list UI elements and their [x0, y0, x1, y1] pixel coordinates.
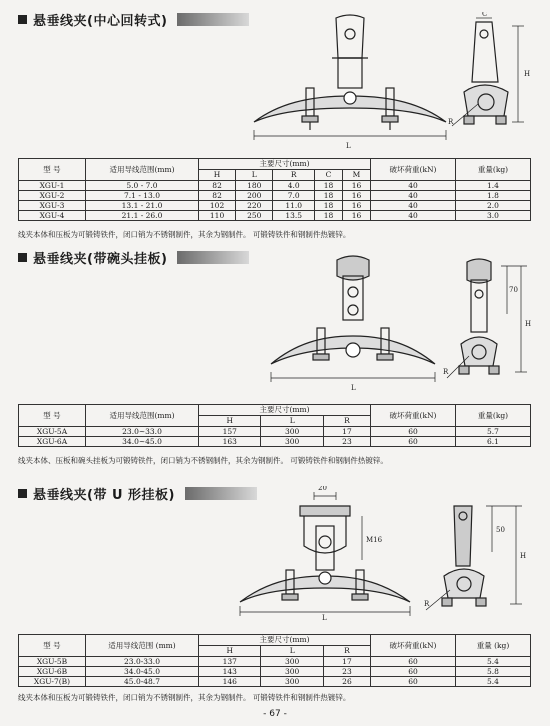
cell-r: 7.0 — [273, 191, 315, 201]
table-row — [19, 211, 531, 221]
dim-label-r: R — [448, 118, 454, 126]
cell-l: 300 — [261, 677, 323, 687]
cell-r: 13.5 — [273, 211, 315, 221]
cell-range: 23.0~33.0 — [86, 427, 199, 437]
cell-range: 7.1 - 13.0 — [86, 191, 199, 201]
cell-model: XGU-1 — [19, 181, 86, 191]
cell-load: 40 — [371, 201, 456, 211]
section-2-drawing — [255, 252, 540, 400]
cell-h: 163 — [199, 437, 261, 447]
col-weight: 重量(kg) — [456, 159, 531, 181]
col-range: 适用导线范围 (mm) — [86, 635, 199, 657]
cell-l: 250 — [236, 211, 273, 221]
col-load: 破坏荷重(kN) — [371, 159, 456, 181]
dim-label-l: L — [351, 384, 356, 392]
cell-model: XGU-5B — [19, 657, 86, 667]
cell-c: 18 — [315, 201, 343, 211]
cell-model: XGU-6A — [19, 437, 86, 447]
page-number: - 67 - — [263, 709, 287, 719]
section-3-title: 悬垂线夹(带 U 形挂板) — [33, 487, 175, 503]
col-dims: 主要尺寸(mm) — [199, 159, 371, 170]
dim-head: H — [199, 416, 261, 427]
cell-l: 220 — [236, 201, 273, 211]
cell-r: 26 — [323, 677, 370, 687]
cell-weight: 1.8 — [456, 191, 531, 201]
cell-model: XGU-7(B) — [19, 677, 86, 687]
cell-load: 60 — [371, 427, 456, 437]
cell-m: 16 — [343, 191, 371, 201]
cell-m: 16 — [343, 211, 371, 221]
dim-label-l: L — [346, 142, 351, 150]
dim-head: R — [323, 646, 370, 657]
cell-h: 143 — [199, 667, 261, 677]
cell-r: 23 — [323, 667, 370, 677]
cell-l: 200 — [236, 191, 273, 201]
cell-weight: 1.4 — [456, 181, 531, 191]
cell-c: 18 — [315, 181, 343, 191]
cell-range: 34.0-45.0 — [86, 667, 199, 677]
cell-range: 21.1 - 26.0 — [86, 211, 199, 221]
section-1-header — [18, 10, 249, 28]
cell-range: 23.0-33.0 — [86, 657, 199, 667]
cell-load: 40 — [371, 211, 456, 221]
section-3-drawing — [230, 486, 540, 622]
section-3-header — [18, 484, 257, 502]
section-2-note: 线夹本体、压板和碗头挂板为可锻铸铁件，闭口销为不锈钢制件，其余为钢制件。 可锻铸铁件和钢制件热镀锌。 — [18, 456, 388, 465]
dim-head: C — [315, 170, 343, 181]
cell-c: 18 — [315, 211, 343, 221]
cell-load: 60 — [371, 657, 456, 667]
cell-l: 300 — [261, 427, 323, 437]
cell-model: XGU-3 — [19, 201, 86, 211]
dim-head: L — [261, 646, 323, 657]
cell-h: 157 — [199, 427, 261, 437]
col-model: 型 号 — [19, 159, 86, 181]
cell-load: 60 — [371, 667, 456, 677]
table-row — [19, 667, 531, 677]
cell-h: 137 — [199, 657, 261, 667]
col-load: 破坏荷重(kN) — [371, 405, 456, 427]
cell-l: 300 — [261, 667, 323, 677]
col-model: 型 号 — [19, 635, 86, 657]
dim-label-h: H — [525, 320, 532, 328]
dim-label-h: H — [520, 552, 527, 560]
dim-label-20: 20 — [318, 486, 327, 492]
dim-label-c: C — [482, 12, 488, 18]
cell-weight: 3.0 — [456, 211, 531, 221]
table-row — [19, 657, 531, 667]
cell-r: 17 — [323, 427, 370, 437]
dim-head: R — [273, 170, 315, 181]
cell-range: 13.1 - 21.0 — [86, 201, 199, 211]
section-marker-icon — [18, 253, 27, 262]
dim-head: H — [199, 646, 261, 657]
table-row — [19, 677, 531, 687]
title-bar — [177, 251, 249, 264]
cell-weight: 5.8 — [456, 667, 531, 677]
cell-weight: 6.1 — [456, 437, 531, 447]
cell-load: 60 — [371, 677, 456, 687]
cell-h: 110 — [199, 211, 236, 221]
table-row — [19, 181, 531, 191]
cell-model: XGU-4 — [19, 211, 86, 221]
section-1-title: 悬垂线夹(中心回转式) — [33, 13, 168, 29]
spec-table-2 — [18, 404, 531, 447]
col-model: 型 号 — [19, 405, 86, 427]
cell-model: XGU-5A — [19, 427, 86, 437]
col-dims: 主要尺寸(mm) — [199, 405, 371, 416]
cell-l: 300 — [261, 437, 323, 447]
dim-label-l: L — [322, 614, 327, 622]
cell-weight: 2.0 — [456, 201, 531, 211]
cell-h: 82 — [199, 191, 236, 201]
dim-head: R — [323, 416, 370, 427]
section-2-header — [18, 248, 249, 266]
dim-label-m16: M16 — [366, 536, 383, 544]
col-weight: 重量(kg) — [456, 405, 531, 427]
dim-label-h: H — [524, 70, 531, 78]
section-marker-icon — [18, 489, 27, 498]
dim-head: M — [343, 170, 371, 181]
cell-model: XGU-6B — [19, 667, 86, 677]
col-dims: 主要尺寸(mm) — [199, 635, 371, 646]
cell-r: 4.0 — [273, 181, 315, 191]
cell-h: 82 — [199, 181, 236, 191]
cell-load: 40 — [371, 181, 456, 191]
dim-label-50: 50 — [496, 526, 505, 534]
cell-load: 40 — [371, 191, 456, 201]
cell-l: 300 — [261, 657, 323, 667]
cell-weight: 5.7 — [456, 427, 531, 437]
dim-head: L — [261, 416, 323, 427]
dim-label-r: R — [443, 368, 449, 376]
table-row — [19, 437, 531, 447]
section-1-drawing — [228, 12, 538, 152]
section-marker-icon — [18, 15, 27, 24]
section-1-note: 线夹本体和压板为可锻铸铁件，闭口销为不锈钢制件，其余为钢制件。 可锻铸铁件和钢制件热镀锌。 — [18, 230, 351, 239]
spec-table-3 — [18, 634, 531, 687]
cell-l: 180 — [236, 181, 273, 191]
cell-r: 23 — [323, 437, 370, 447]
col-range: 适用导线范围(mm) — [86, 159, 199, 181]
cell-m: 16 — [343, 181, 371, 191]
section-3-note: 线夹本体和压板为可锻铸铁件，闭口销为不锈钢制件，其余为钢制件。 可锻铸铁件和钢制件热镀锌。 — [18, 693, 351, 702]
cell-range: 45.0-48.7 — [86, 677, 199, 687]
dim-head: L — [236, 170, 273, 181]
col-weight: 重量 (kg) — [456, 635, 531, 657]
cell-h: 146 — [199, 677, 261, 687]
spec-table-1 — [18, 158, 531, 221]
cell-r: 11.0 — [273, 201, 315, 211]
cell-r: 17 — [323, 657, 370, 667]
cell-load: 60 — [371, 437, 456, 447]
table-row — [19, 201, 531, 211]
cell-m: 16 — [343, 201, 371, 211]
cell-weight: 5.4 — [456, 657, 531, 667]
cell-model: XGU-2 — [19, 191, 86, 201]
dim-label-70: 70 — [509, 286, 518, 294]
cell-h: 102 — [199, 201, 236, 211]
cell-range: 34.0~45.0 — [86, 437, 199, 447]
table-row — [19, 427, 531, 437]
col-load: 破坏荷重(kN) — [371, 635, 456, 657]
cell-range: 5.0 - 7.0 — [86, 181, 199, 191]
col-range: 适用导线范围(mm) — [86, 405, 199, 427]
table-row — [19, 191, 531, 201]
section-2-title: 悬垂线夹(带碗头挂板) — [33, 251, 168, 267]
dim-label-r: R — [424, 600, 430, 608]
cell-weight: 5.4 — [456, 677, 531, 687]
cell-c: 18 — [315, 191, 343, 201]
dim-head: H — [199, 170, 236, 181]
